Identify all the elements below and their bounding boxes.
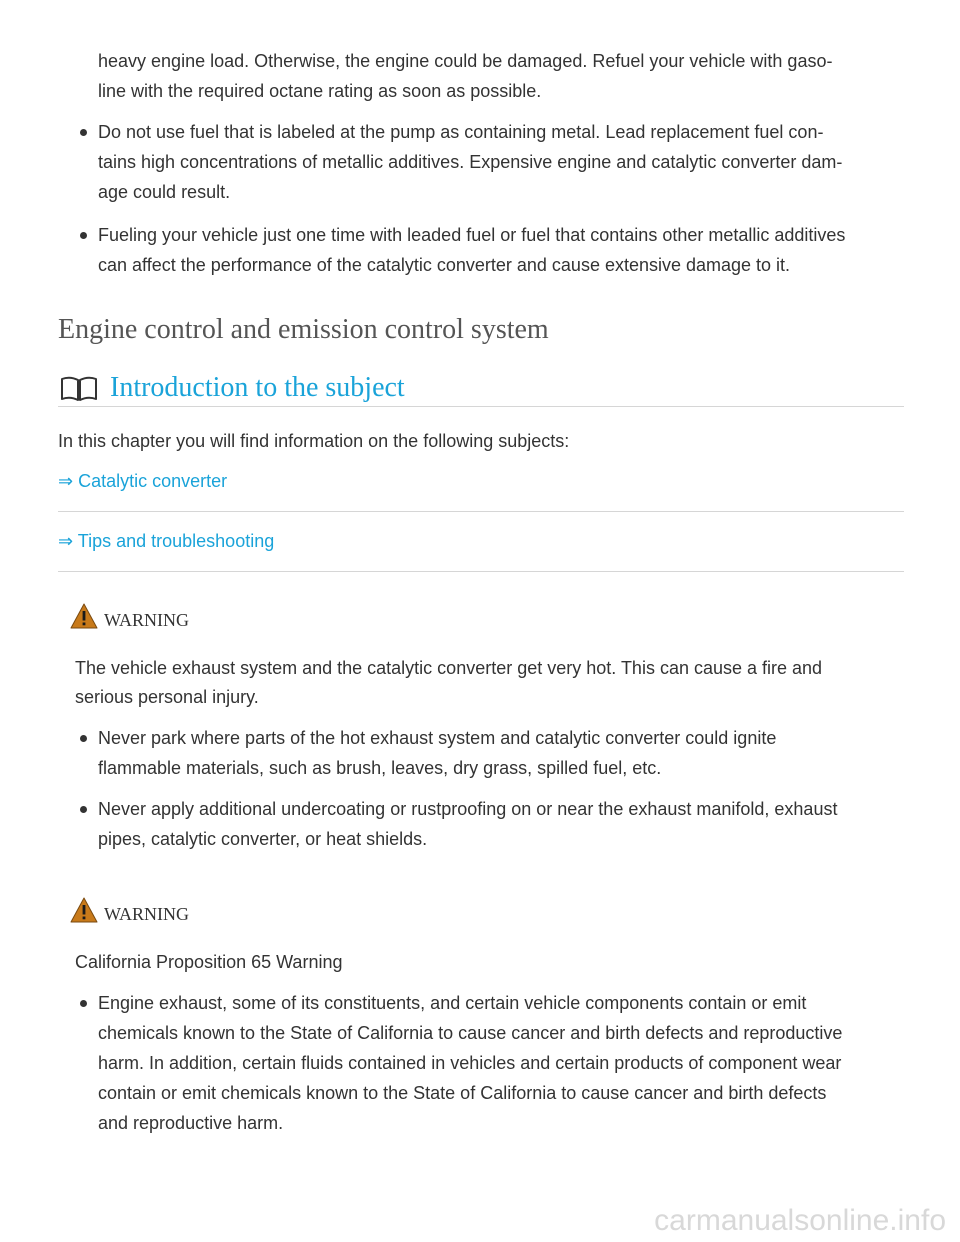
bullet-line: tains high concentrations of metallic additives. Expensive engine and catalytic converter dam-	[98, 152, 843, 172]
bullet-line: can affect the performance of the catalytic converter and cause extensive damage to it.	[98, 255, 791, 275]
paragraph-line: line with the required octane rating as soon as possible.	[98, 81, 542, 101]
bullet-line: contain or emit chemicals known to the State of California to cause cancer and birth defects	[98, 1083, 827, 1103]
warning-label: WARNING	[104, 610, 189, 630]
bullet-line: Fueling your vehicle just one time with leaded fuel or fuel that contains other metallic additives	[98, 225, 846, 245]
bullet-line: harm. In addition, certain fluids contained in vehicles and certain products of component wear	[98, 1053, 842, 1073]
bullet-dot	[80, 735, 87, 742]
bullet-dot	[80, 129, 87, 136]
link-catalytic-converter[interactable]: ⇒ Catalytic converter	[58, 471, 228, 491]
divider	[58, 511, 904, 512]
intro-text: In this chapter you will find information on the following subjects:	[58, 431, 570, 451]
bullet-line: Engine exhaust, some of its constituents, and certain vehicle components contain or emit	[98, 993, 807, 1013]
bullet-line: age could result.	[98, 182, 231, 202]
bullet-line: Do not use fuel that is labeled at the pump as containing metal. Lead replacement fuel con-	[98, 122, 824, 142]
warning-label: WARNING	[104, 904, 189, 924]
bullet-line: Never park where parts of the hot exhaust system and catalytic converter could ignite	[98, 728, 777, 748]
warning-triangle-icon	[70, 603, 98, 629]
warning-text-line: serious personal injury.	[75, 687, 259, 707]
book-icon	[59, 375, 99, 403]
bullet-line: flammable materials, such as brush, leaves, dry grass, spilled fuel, etc.	[98, 758, 662, 778]
link-tips-troubleshooting[interactable]: ⇒ Tips and troubleshooting	[58, 531, 275, 551]
divider	[58, 406, 904, 407]
bullet-dot	[80, 806, 87, 813]
section-title: Engine control and emission control system	[58, 314, 549, 345]
warning-triangle-icon	[70, 897, 98, 923]
bullet-line: and reproductive harm.	[98, 1113, 284, 1133]
bullet-line: chemicals known to the State of California to cause cancer and birth defects and reproductive	[98, 1023, 843, 1043]
bullet-dot	[80, 232, 87, 239]
bullet-dot	[80, 1000, 87, 1007]
intro-title: Introduction to the subject	[110, 372, 405, 403]
warning-text-line: The vehicle exhaust system and the catalytic converter get very hot. This can cause a fire and	[75, 658, 823, 678]
watermark: carmanualsonline.info	[654, 1204, 946, 1237]
bullet-line: pipes, catalytic converter, or heat shields.	[98, 829, 428, 849]
divider	[58, 571, 904, 572]
warning-text-line: California Proposition 65 Warning	[75, 952, 343, 972]
bullet-line: Never apply additional undercoating or rustproofing on or near the exhaust manifold, exhaust	[98, 799, 838, 819]
paragraph-line: heavy engine load. Otherwise, the engine could be damaged. Refuel your vehicle with gaso-	[98, 51, 833, 71]
